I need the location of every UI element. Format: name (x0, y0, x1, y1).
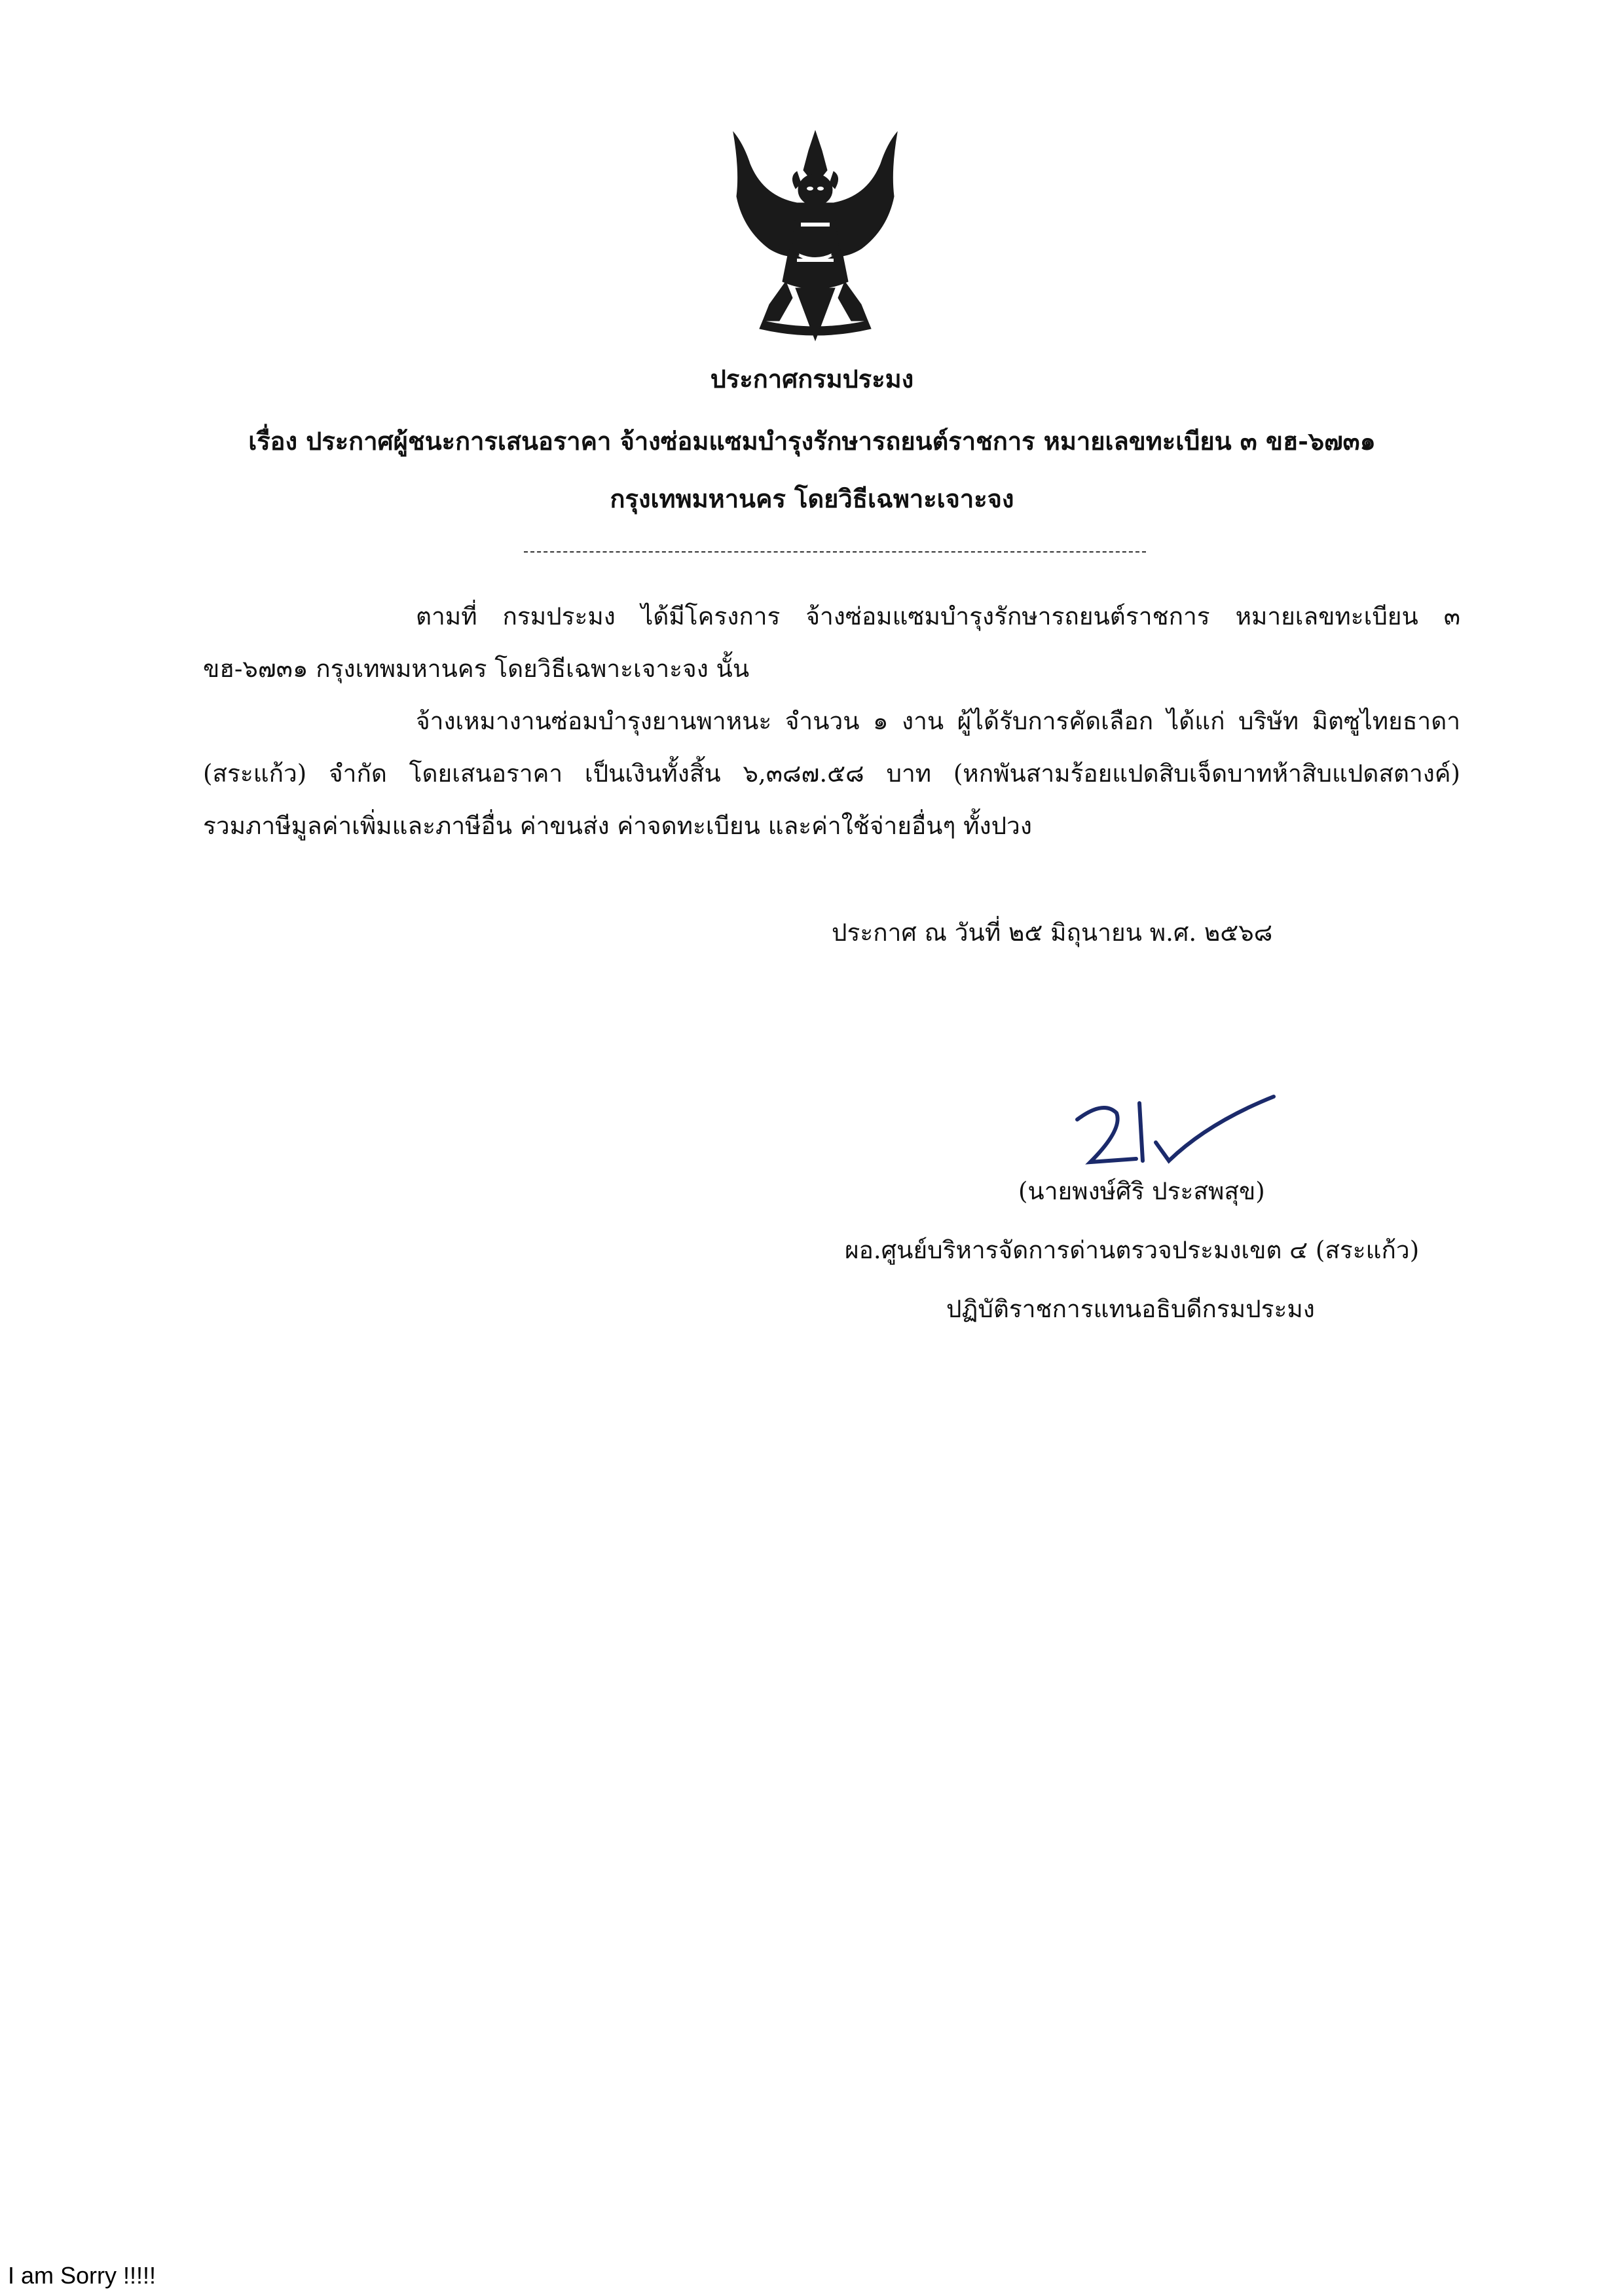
handwritten-signature (1064, 1084, 1287, 1182)
signatory-name: (นายพงษ์ศิริ ประสพสุข) (1018, 1177, 1265, 1205)
paragraph-1-line-2: ขฮ-๖๗๓๑ กรุงเทพมหานคร โดยวิธีเฉพาะเจาะจง นั้น (203, 655, 750, 683)
subject-line-2: กรุงเทพมหานคร โดยวิธีเฉพาะเจาะจง (610, 484, 1014, 513)
signatory-position: ผอ.ศูนย์บริหารจัดการด่านตรวจประมงเขต ๔ (สระแก้ว) (845, 1236, 1420, 1264)
announce-date: ประกาศ ณ วันที่ ๒๕ มิถุนายน พ.ศ. ๒๕๖๘ (832, 919, 1273, 947)
paragraph-2-line-3: รวมภาษีมูลค่าเพิ่มและภาษีอื่น ค่าขนส่ง ค่าจดทะเบียน และค่าใช้จ่ายอื่นๆ ทั้งปวง (203, 812, 1032, 840)
garuda-emblem-icon (724, 124, 907, 347)
paragraph-1-line-1: ตามที่ กรมประมง ได้มีโครงการ จ้างซ่อมแซมบำรุงรักษารถยนต์ราชการ หมายเลขทะเบียน ๓ (416, 602, 1460, 630)
dashed-divider (524, 551, 1146, 553)
footer-note: I am Sorry !!!!! (8, 2262, 157, 2289)
subject-line-1: เรื่อง ประกาศผู้ชนะการเสนอราคา จ้างซ่อมแซมบำรุงรักษารถยนต์ราชการ หมายเลขทะเบียน ๓ ขฮ-๖๗๓๑ (248, 426, 1376, 456)
signatory-acting: ปฏิบัติราชการแทนอธิบดีกรมประมง (946, 1295, 1315, 1323)
paragraph-2-line-1: จ้างเหมางานซ่อมบำรุงยานพาหนะ จำนวน ๑ งาน ผู้ได้รับการคัดเลือก ได้แก่ บริษัท มิตซูไทยธาดา (416, 707, 1460, 735)
paragraph-2-line-2: (สระแก้ว) จำกัด โดยเสนอราคา เป็นเงินทั้งสิ้น ๖,๓๘๗.๕๘ บาท (หกพันสามร้อยแปดสิบเจ็ดบาทห้าสิบแปดสตางค์) (203, 759, 1460, 788)
announcement-title: ประกาศกรมประมง (710, 364, 914, 393)
